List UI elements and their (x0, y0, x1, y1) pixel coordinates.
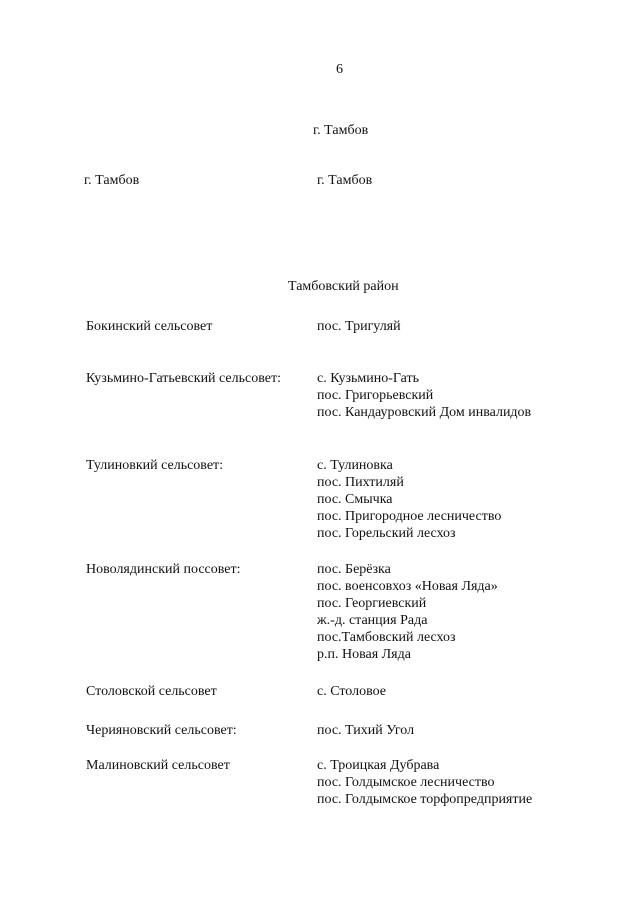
page-number: 6 (336, 62, 343, 77)
place-item: пос. Пихтиляй (317, 475, 404, 490)
header-right-city: г. Тамбов (317, 173, 373, 188)
district-title: Тамбовский район (288, 279, 399, 294)
place-item: пос. Григорьевский (317, 388, 434, 403)
place-item: ж.-д. станция Рада (317, 613, 428, 628)
place-item: с. Троицкая Дубрава (317, 758, 440, 773)
council-name: Малиновский сельсовет (86, 758, 230, 773)
place-item: пос. Горельский лесхоз (317, 526, 456, 541)
place-item: пос. Пригородное лесничество (317, 509, 502, 524)
council-name: Черияновский сельсовет: (86, 723, 237, 738)
place-item: с. Кузьмино-Гать (317, 371, 420, 386)
places-list (317, 757, 532, 808)
places-list (317, 683, 386, 700)
header-left-city: г. Тамбов (84, 173, 140, 188)
places-list (317, 722, 414, 739)
place-item: пос. Тригуляй (317, 319, 401, 334)
council-name: Тулиновкий сельсовет: (86, 458, 224, 473)
place-item: пос. Голдымское лесничество (317, 775, 495, 790)
places-list (317, 457, 501, 542)
place-item: с. Столовое (317, 684, 387, 699)
place-item: пос. Берёзка (317, 562, 391, 577)
place-item: пос. Голдымское торфопредприятие (317, 792, 533, 807)
places-list (317, 318, 401, 335)
place-item: пос. Смычка (317, 492, 393, 507)
header-center-city: г. Тамбов (313, 123, 369, 138)
place-item: с. Тулиновка (317, 458, 393, 473)
council-name: Кузьмино-Гатьевский сельсовет: (86, 371, 281, 386)
place-item: р.п. Новая Ляда (317, 647, 411, 662)
place-item: пос. Кандауровский Дом инвалидов (317, 405, 532, 420)
places-list (317, 370, 531, 421)
council-name: Бокинский сельсовет (86, 319, 213, 334)
council-name: Новолядинский поссовет: (86, 562, 241, 577)
place-item: пос. военсовхоз «Новая Ляда» (317, 579, 498, 594)
places-list (317, 561, 498, 663)
place-item: пос. Георгиевский (317, 596, 427, 611)
council-name: Столовской сельсовет (86, 684, 217, 699)
place-item: пос.Тамбовский лесхоз (317, 630, 456, 645)
place-item: пос. Тихий Угол (317, 723, 415, 738)
